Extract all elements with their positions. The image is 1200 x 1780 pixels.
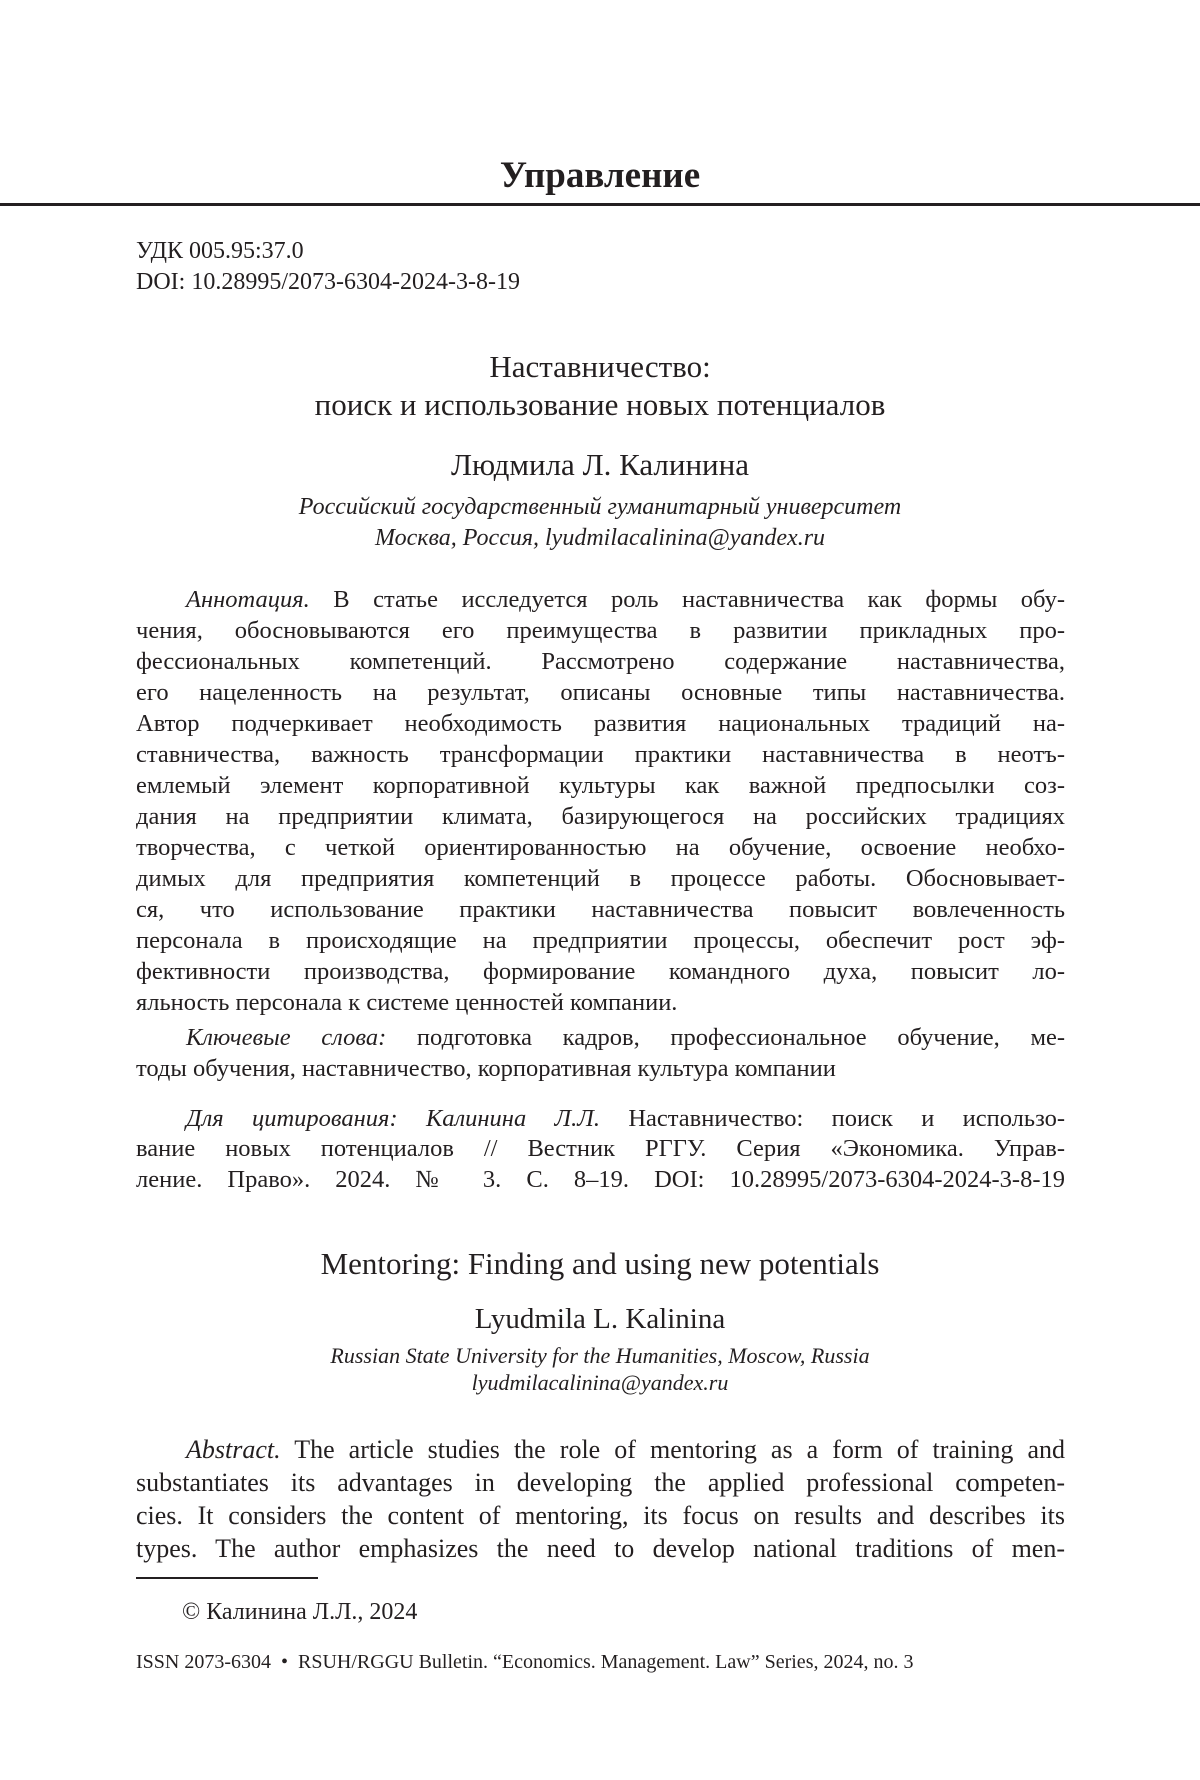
section-heading: Управление bbox=[499, 155, 701, 196]
text-line bbox=[136, 801, 1065, 832]
text-line bbox=[186, 584, 1065, 615]
text-line bbox=[186, 1022, 1065, 1053]
text-line bbox=[136, 863, 1065, 894]
text-line bbox=[136, 677, 1065, 708]
en-affiliation-line-2: lyudmilacalinina@yandex.ru bbox=[471, 1370, 729, 1395]
line-text: тоды обучения, наставничество, корпоративная культура компании bbox=[136, 1054, 836, 1082]
text-line bbox=[136, 615, 1065, 646]
text-line bbox=[136, 739, 1065, 770]
text-line bbox=[136, 894, 1065, 925]
author-name: Людмила Л. Калинина bbox=[451, 447, 749, 482]
line-text: яльность персонала к системе ценностей компании. bbox=[136, 988, 678, 1016]
article-title-line-2: поиск и использование новых потенциалов bbox=[314, 387, 886, 422]
line-text: ся, что использование практики наставничества повысит вовлеченность bbox=[136, 895, 1065, 923]
text-line bbox=[136, 646, 1065, 677]
line-text: вание новых потенциалов // Вестник РГГУ. Серия «Экономика. Управ- bbox=[136, 1135, 1065, 1163]
line-text: фективности производства, формирование командного духа, повысит ло- bbox=[136, 957, 1065, 985]
affiliation-line-1: Российский государственный гуманитарный университет bbox=[298, 494, 902, 520]
doi: DOI: 10.28995/2073-6304-2024-3-8-19 bbox=[136, 269, 520, 295]
line-text: ставничества, важность трансформации практики наставничества в неотъ- bbox=[136, 740, 1065, 768]
udk-code: УДК 005.95:37.0 bbox=[136, 238, 304, 264]
text-line bbox=[136, 832, 1065, 863]
line-text: фессиональных компетенций. Рассмотрено содержание наставничества, bbox=[136, 647, 1065, 675]
line-text: димых для предприятия компетенций в процессе работы. Обосновывает- bbox=[136, 864, 1065, 892]
text-line bbox=[136, 925, 1065, 956]
affiliation-line-2: Москва, Россия, lyudmilacalinina@yandex.ru bbox=[374, 525, 826, 551]
text-line bbox=[136, 708, 1065, 739]
heading-rule bbox=[0, 203, 1200, 206]
line-text: его нацеленность на результат, описаны основные типы наставничества. bbox=[136, 678, 1065, 706]
text-line bbox=[136, 1134, 1065, 1165]
paragraph-lead: Для цитирования: Калинина Л.Л. bbox=[186, 1104, 600, 1132]
line-text: The article studies the role of mentoring as a form of training and bbox=[280, 1434, 1065, 1464]
line-text: В статье исследуется роль наставничества как формы обу- bbox=[309, 585, 1065, 613]
line-text: Наставничество: поиск и использо- bbox=[599, 1104, 1066, 1132]
copyright-footnote: © Калинина Л.Л., 2024 bbox=[182, 1599, 418, 1625]
text-line bbox=[136, 987, 1065, 1018]
text-line bbox=[136, 1466, 1065, 1499]
line-text: емлемый элемент корпоративной культуры как важной предпосылки соз- bbox=[136, 771, 1065, 799]
en-affiliation-line-1: Russian State University for the Humanities, Moscow, Russia bbox=[330, 1343, 870, 1368]
text-line bbox=[136, 770, 1065, 801]
line-text: творчества, с четкой ориентированностью на обучение, освоение необхо- bbox=[136, 833, 1065, 861]
text-line bbox=[186, 1433, 1065, 1466]
line-text: персонала в происходящие на предприятии процессы, обеспечит рост эф- bbox=[136, 926, 1065, 954]
en-title: Mentoring: Finding and using new potentials bbox=[320, 1246, 880, 1281]
line-text: подготовка кадров, профессиональное обучение, ме- bbox=[386, 1023, 1065, 1051]
paragraph-lead: Ключевые слова: bbox=[186, 1023, 387, 1051]
line-text: дания на предприятии климата, базирующегося на российских традициях bbox=[136, 802, 1065, 830]
text-line bbox=[186, 1104, 1065, 1135]
line-text: чения, обосновываются его преимущества в развитии прикладных про- bbox=[136, 616, 1065, 644]
text-line bbox=[136, 1053, 1065, 1084]
text-line bbox=[136, 1165, 1065, 1196]
text-line bbox=[136, 1499, 1065, 1532]
en-author: Lyudmila L. Kalinina bbox=[474, 1303, 726, 1335]
paragraph-lead: Abstract. bbox=[186, 1434, 281, 1464]
line-text: cies. It considers the content of mentoring, its focus on results and describes its bbox=[136, 1500, 1065, 1530]
text-line bbox=[136, 1532, 1065, 1565]
line-text: types. The author emphasizes the need to develop national traditions of men- bbox=[136, 1533, 1065, 1563]
article-title-line-1: Наставничество: bbox=[489, 349, 711, 384]
line-text: Автор подчеркивает необходимость развития национальных традиций на- bbox=[136, 709, 1065, 737]
running-footer: ISSN 2073-6304 • RSUH/RGGU Bulletin. “Economics. Management. Law” Series, 2024, no. 3 bbox=[136, 1651, 914, 1673]
footnote-rule bbox=[136, 1577, 318, 1579]
line-text: ление. Право». 2024. № 3. С. 8–19. DOI: 10.28995/2073-6304-2024-3-8-19 bbox=[136, 1165, 1065, 1193]
paragraph-lead: Аннотация. bbox=[186, 585, 310, 613]
text-line bbox=[136, 956, 1065, 987]
line-text: substantiates its advantages in developing the applied professional competen- bbox=[136, 1467, 1065, 1497]
